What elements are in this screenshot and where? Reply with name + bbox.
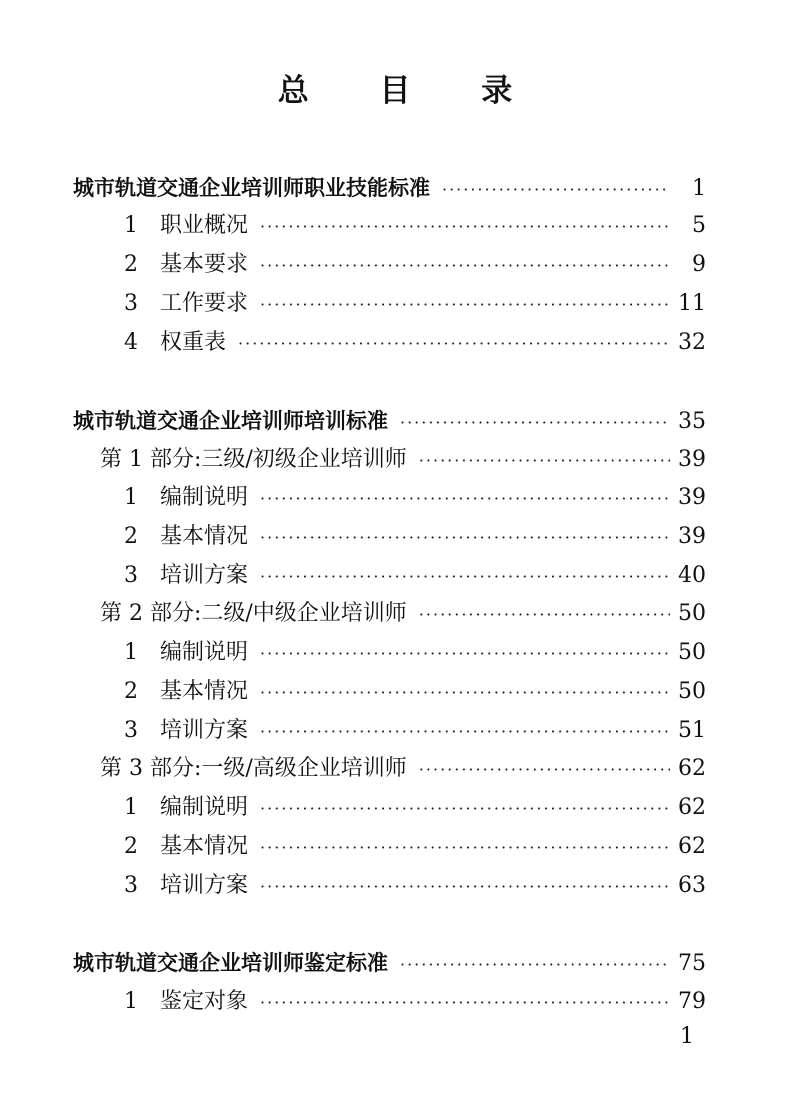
toc-entry-number: 3 [124,873,138,898]
toc-entry-number: 1 [124,795,138,820]
toc-entry-label: 城市轨道交通企业培训师培训标准 [73,409,388,433]
toc-entry-number: 1 [124,989,138,1014]
toc-entry [100,750,706,788]
toc-entry-number: 2 [124,834,138,859]
toc-entry [124,983,706,1021]
toc-entry-number: 3 [124,718,138,743]
toc-entry-label: 基本情况 [160,834,249,859]
toc-entry-label: 培训方案 [160,873,249,898]
toc-entry-page: 62 [678,834,706,859]
toc-entry-page: 39 [678,524,706,549]
toc-entry-number: 1 [124,213,138,238]
dot-leader [419,596,670,634]
toc-entry-label: 第 1 部分:三级/初级企业培训师 [100,447,407,472]
toc-entry [124,557,706,595]
toc-entry-label: 权重表 [160,330,227,355]
dot-leader [260,247,670,285]
toc-entry-label: 基本情况 [160,679,249,704]
toc-entry-page: 79 [678,989,706,1014]
dot-leader [238,325,670,363]
toc-entry-label: 编制说明 [160,640,249,665]
dot-leader [260,208,670,246]
toc-entry-page: 62 [678,795,706,820]
toc-entry [124,673,706,711]
dot-leader [260,558,670,596]
toc-entry-label: 第 3 部分:一级/高级企业培训师 [100,756,407,781]
toc-entry-page: 1 [692,176,706,201]
toc-entry-page: 50 [678,679,706,704]
dot-leader [260,868,670,906]
dot-leader [260,829,670,867]
toc-entry-label: 第 2 部分:二级/中级企业培训师 [100,601,407,626]
toc-entry [124,518,706,556]
toc-entry-number: 1 [124,485,138,510]
toc-entry-page: 40 [678,563,706,588]
toc-entry-label: 工作要求 [160,291,249,316]
toc-entry [73,169,706,207]
toc-entry [124,246,706,284]
toc-entry-label: 城市轨道交通企业培训师职业技能标准 [73,176,430,200]
page-number: 1 [680,1024,694,1049]
dot-leader [260,713,670,751]
toc-entry-number: 3 [124,563,138,588]
toc-entry-page: 51 [678,718,706,743]
dot-leader [260,984,670,1022]
page-title: 总 目 录 [277,73,543,109]
toc-entry-page: 5 [692,213,706,238]
toc-entry-page: 9 [692,252,706,277]
toc-entry-label: 编制说明 [160,795,249,820]
dot-leader [419,751,670,789]
toc-entry-page: 50 [678,640,706,665]
dot-leader [260,674,670,712]
toc-entry-page: 35 [678,409,706,434]
toc-entry [124,789,706,827]
toc-entry [124,285,706,323]
toc-entry-number: 2 [124,679,138,704]
toc-entry [124,867,706,905]
toc-entry-page: 62 [678,756,706,781]
dot-leader [260,480,670,518]
toc-entry-page: 32 [678,330,706,355]
toc-entry-number: 4 [124,330,138,355]
toc-entry-page: 39 [678,447,706,472]
dot-leader [400,946,670,984]
toc-entry [100,595,706,633]
toc-entry-number: 3 [124,291,138,316]
toc-entry-number: 2 [124,524,138,549]
toc-entry [124,634,706,672]
toc-entry [124,324,706,362]
dot-leader [400,404,670,442]
toc-entry-page: 11 [678,291,706,316]
dot-leader [260,519,670,557]
toc-entry-label: 鉴定对象 [160,989,249,1014]
toc-entry [124,828,706,866]
toc-entry-label: 培训方案 [160,718,249,743]
toc-entry-label: 编制说明 [160,485,249,510]
toc-entry-label: 基本要求 [160,252,249,277]
dot-leader [442,171,670,209]
toc-entry-label: 基本情况 [160,524,249,549]
toc-entry-page: 63 [678,873,706,898]
toc-entry [73,402,706,440]
toc-entry-page: 39 [678,485,706,510]
toc-entry-label: 职业概况 [160,213,249,238]
dot-leader [260,790,670,828]
toc-entry-page: 75 [678,951,706,976]
toc-entry-label: 培训方案 [160,563,249,588]
toc-entry-number: 1 [124,640,138,665]
toc-entry [124,712,706,750]
toc-entry [124,207,706,245]
dot-leader [419,442,670,480]
toc-entry [124,479,706,517]
toc-entry-label: 城市轨道交通企业培训师鉴定标准 [73,951,388,975]
toc-entry [73,944,706,982]
dot-leader [260,286,670,324]
toc-entry-page: 50 [678,601,706,626]
dot-leader [260,635,670,673]
toc-entry-number: 2 [124,252,138,277]
toc-entry [100,441,706,479]
